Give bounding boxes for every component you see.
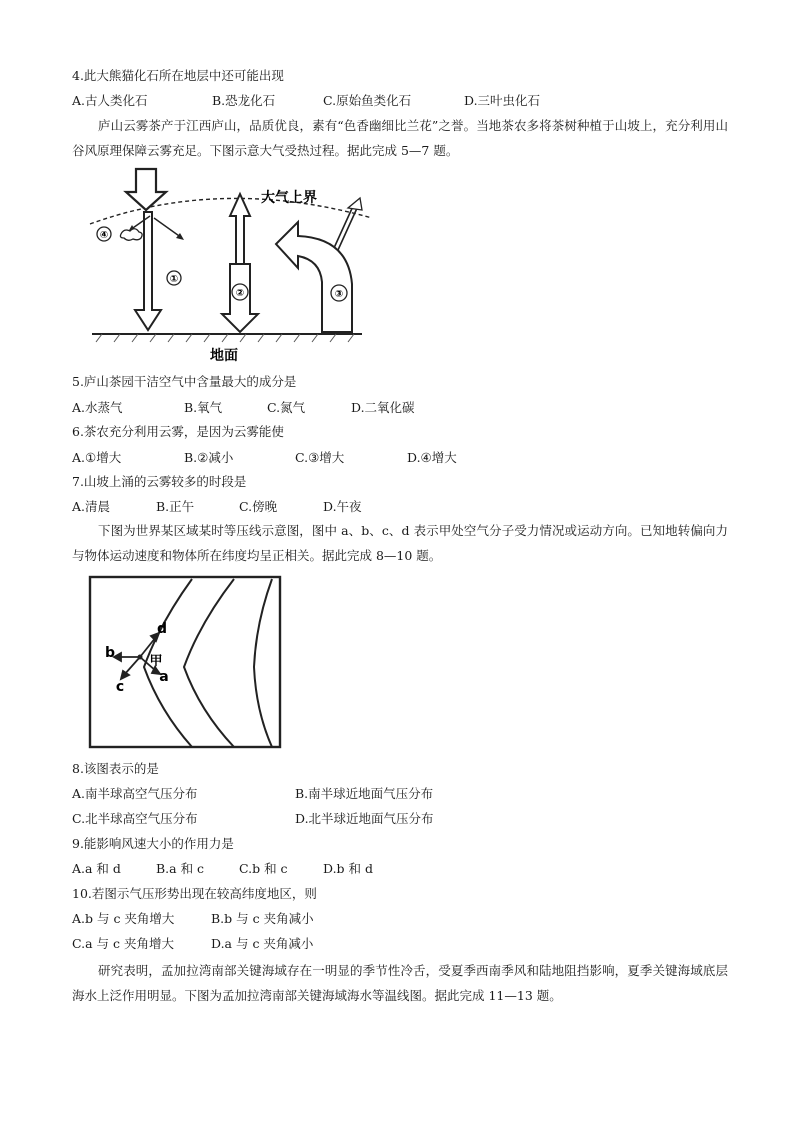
q6-option-d: D.④增大: [407, 450, 457, 465]
q8-stem: 8.该图表示的是: [72, 761, 159, 776]
q6-option-b: B.②减小: [184, 450, 234, 465]
passage-isobar: 下图为世界某区域某时等压线示意图，图中 a、b、c、d 表示甲处空气分子受力情况或运动方向。已知地转偏向力与物体运动速度和物体所在纬度均呈正相关。据此完成 8—10 题。: [72, 523, 728, 563]
q7-option-d: D.午夜: [323, 499, 362, 514]
q8-option-c: C.北半球高空气压分布: [72, 811, 198, 826]
label-c: c: [115, 679, 125, 695]
q10-stem: 10.若图示气压形势出现在较高纬度地区，则: [72, 886, 317, 901]
label-jia: 甲: [149, 654, 163, 669]
q9-option-b: B.a 和 c: [156, 861, 205, 876]
q9-option-d: D.b 和 d: [323, 861, 374, 876]
label-a: a: [159, 669, 169, 685]
label-upper-atmosphere: 大气上界: [261, 190, 317, 206]
q9-stem: 9.能影响风速大小的作用力是: [72, 836, 234, 851]
q7-option-a: A.清晨: [72, 499, 111, 514]
label-ground: 地面: [210, 348, 238, 364]
q6-option-c: C.③增大: [295, 450, 345, 465]
q10-option-a: A.b 与 c 夹角增大: [72, 911, 175, 926]
q4-option-c: C.原始鱼类化石: [323, 93, 412, 108]
q5-option-c: C.氮气: [267, 400, 306, 415]
marker-1: ①: [169, 274, 179, 285]
q7-option-c: C.傍晚: [239, 499, 278, 514]
q7-option-b: B.正午: [156, 499, 195, 514]
q4-option-d: D.三叶虫化石: [464, 93, 541, 108]
q10-option-b: B.b 与 c 夹角减小: [211, 911, 314, 926]
q9-option-c: C.b 和 c: [239, 861, 288, 876]
figure-atmospheric-heating: [72, 164, 372, 368]
passage-lushan-tea: 庐山云雾茶产于江西庐山，品质优良，素有“色香幽细比兰花”之誉。当地茶农多将茶树种植于山坡上，充分利用山谷风原理保障云雾充足。下图示意大气受热过程。据此完成 5—7 题。: [72, 118, 728, 158]
q6-stem: 6.茶农充分利用云雾，是因为云雾能使: [72, 424, 284, 439]
marker-3: ③: [334, 289, 344, 300]
label-b: b: [104, 645, 116, 661]
q5-option-a: A.水蒸气: [72, 400, 123, 415]
q10-option-d: D.a 与 c 夹角减小: [211, 936, 314, 951]
figure-isobar-map: [88, 575, 284, 750]
q4-stem: 4.此大熊猫化石所在地层中还可能出现: [72, 68, 284, 83]
passage-bay-of-bengal: 研究表明，孟加拉湾南部关键海域存在一明显的季节性冷舌，受夏季西南季风和陆地阻挡影响，夏季关键海域底层海水上泛作用明显。下图为孟加拉湾南部关键海域海水等温线图。据此完成 11—13 题。: [72, 963, 728, 1003]
q8-option-d: D.北半球近地面气压分布: [295, 811, 434, 826]
marker-2: ②: [235, 288, 245, 299]
q6-option-a: A.①增大: [72, 450, 122, 465]
q5-option-b: B.氧气: [184, 400, 223, 415]
q4-option-a: A.古人类化石: [72, 93, 148, 108]
q8-option-b: B.南半球近地面气压分布: [295, 786, 434, 801]
marker-4: ④: [99, 230, 109, 241]
label-d: d: [156, 621, 168, 637]
q10-option-c: C.a 与 c 夹角增大: [72, 936, 174, 951]
q5-option-d: D.二氧化碳: [351, 400, 415, 415]
q8-option-a: A.南半球高空气压分布: [72, 786, 198, 801]
q5-stem: 5.庐山茶园干洁空气中含量最大的成分是: [72, 374, 297, 389]
q7-stem: 7.山坡上涌的云雾较多的时段是: [72, 474, 247, 489]
q9-option-a: A.a 和 d: [72, 861, 121, 876]
q4-option-b: B.恐龙化石: [212, 93, 276, 108]
